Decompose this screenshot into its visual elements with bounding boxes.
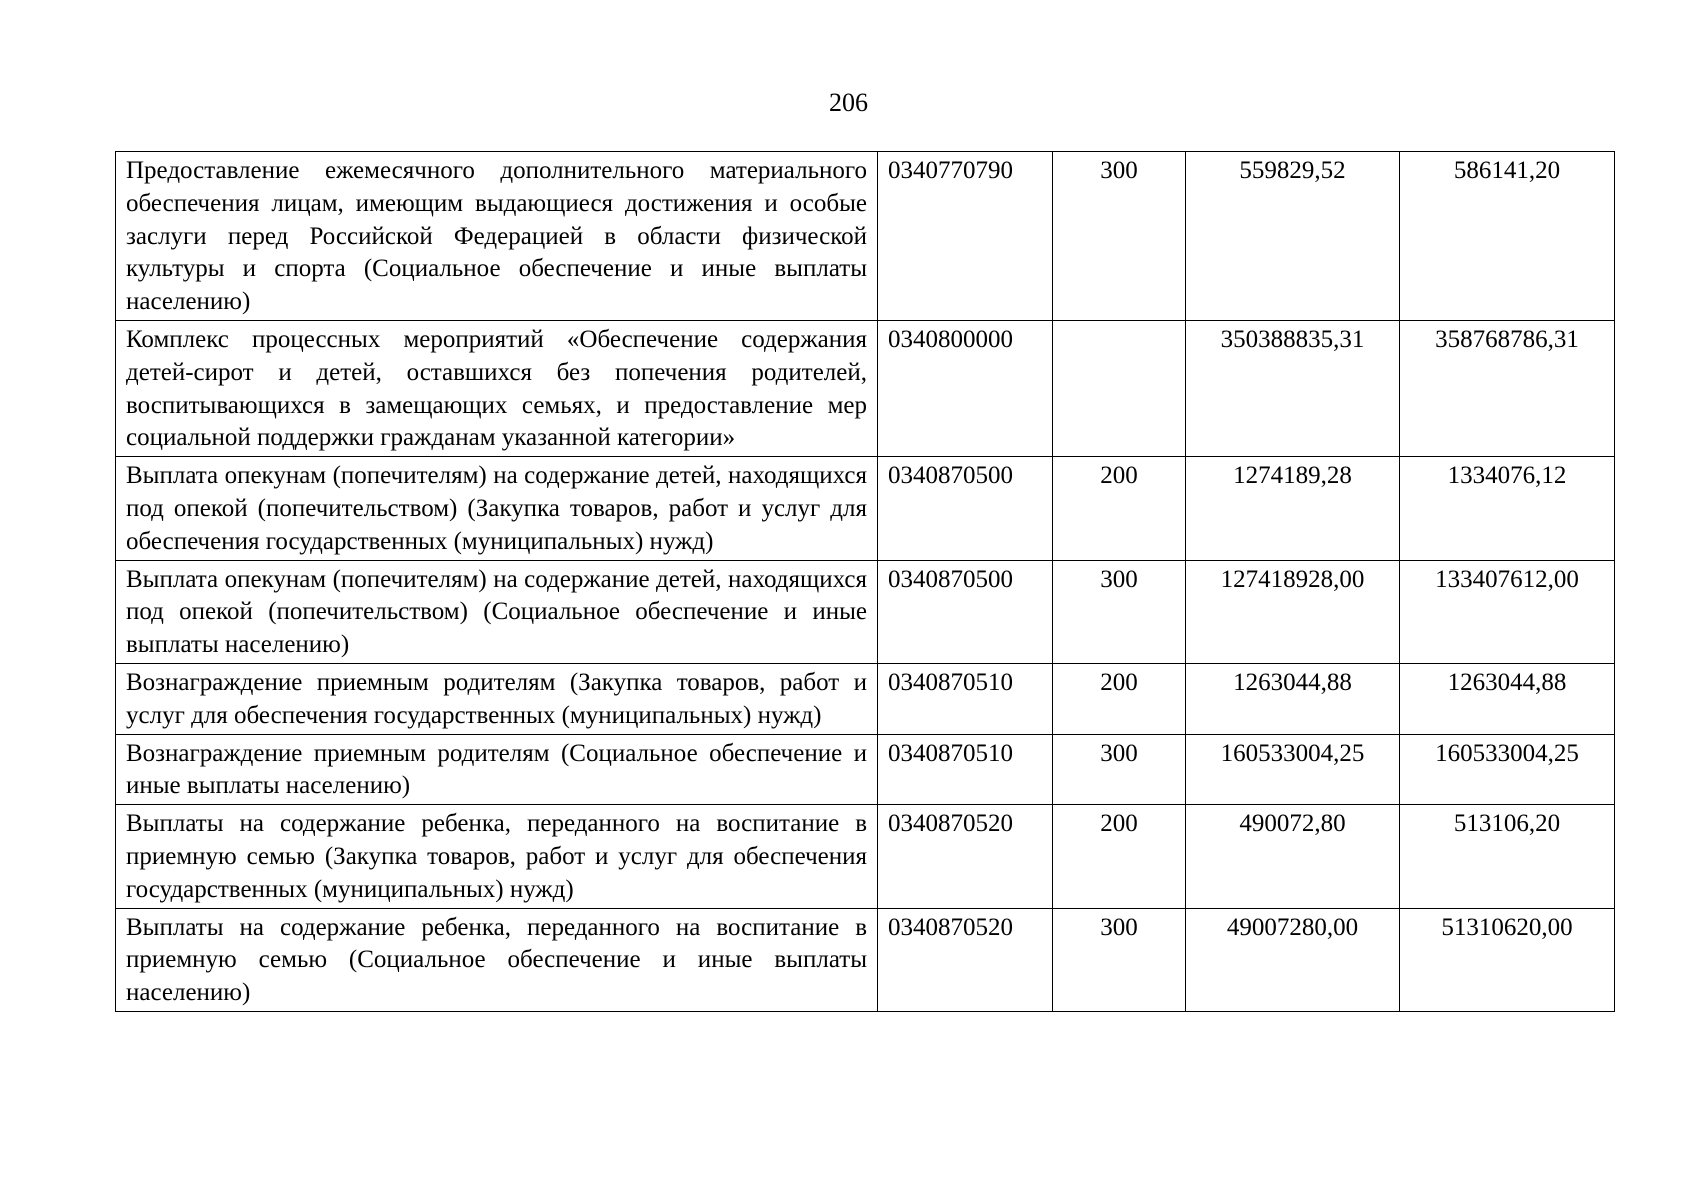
page-number: 206 — [829, 88, 868, 117]
table-row — [116, 734, 1615, 805]
row-amount-first: 1274189,28 — [1186, 457, 1400, 560]
row-expense-type: 300 — [1053, 908, 1186, 1011]
row-expense-type — [1053, 320, 1186, 456]
table-row — [116, 152, 1615, 321]
row-target-code: 0340870500 — [878, 560, 1053, 663]
row-target-code: 0340870510 — [878, 663, 1053, 734]
table-row — [116, 663, 1615, 734]
row-amount-first: 127418928,00 — [1186, 560, 1400, 663]
row-description: Вознаграждение приемным родителям (Социальное обеспечение и иные выплаты населению) — [116, 734, 878, 805]
row-target-code: 0340870510 — [878, 734, 1053, 805]
row-target-code: 0340870520 — [878, 805, 1053, 908]
table-row — [116, 320, 1615, 456]
row-amount-first: 350388835,31 — [1186, 320, 1400, 456]
row-amount-second: 586141,20 — [1400, 152, 1615, 321]
row-amount-first: 160533004,25 — [1186, 734, 1400, 805]
row-target-code: 0340800000 — [878, 320, 1053, 456]
row-expense-type: 300 — [1053, 560, 1186, 663]
budget-table — [115, 151, 1615, 1012]
row-target-code: 0340870520 — [878, 908, 1053, 1011]
row-amount-first: 1263044,88 — [1186, 663, 1400, 734]
row-expense-type: 200 — [1053, 457, 1186, 560]
row-expense-type: 300 — [1053, 734, 1186, 805]
row-description: Выплаты на содержание ребенка, переданного на воспитание в приемную семью (Социальное обеспечение и иные выплаты населению) — [116, 908, 878, 1011]
row-expense-type: 200 — [1053, 805, 1186, 908]
row-amount-second: 1263044,88 — [1400, 663, 1615, 734]
table-row — [116, 457, 1615, 560]
row-amount-second: 133407612,00 — [1400, 560, 1615, 663]
row-amount-first: 49007280,00 — [1186, 908, 1400, 1011]
row-amount-second: 358768786,31 — [1400, 320, 1615, 456]
table-row — [116, 560, 1615, 663]
row-description: Выплаты на содержание ребенка, переданного на воспитание в приемную семью (Закупка товаров, работ и услуг для обеспечения государственных (муниципальных) нужд) — [116, 805, 878, 908]
row-description: Выплата опекунам (попечителям) на содержание детей, находящихся под опекой (попечительством) (Социальное обеспечение и иные выплаты населению) — [116, 560, 878, 663]
row-expense-type: 300 — [1053, 152, 1186, 321]
table-row — [116, 908, 1615, 1011]
row-amount-second: 1334076,12 — [1400, 457, 1615, 560]
row-expense-type: 200 — [1053, 663, 1186, 734]
row-description: Комплекс процессных мероприятий «Обеспечение содержания детей-сирот и детей, оставшихся без попечения родителей, воспитывающихся в замещающих семьях, и предоставление мер социальной поддержки гражданам указанной категории» — [116, 320, 878, 456]
row-amount-second: 51310620,00 — [1400, 908, 1615, 1011]
row-description: Выплата опекунам (попечителям) на содержание детей, находящихся под опекой (попечительством) (Закупка товаров, работ и услуг для обеспечения государственных (муниципальных) нужд) — [116, 457, 878, 560]
row-target-code: 0340770790 — [878, 152, 1053, 321]
row-amount-first: 490072,80 — [1186, 805, 1400, 908]
row-amount-second: 513106,20 — [1400, 805, 1615, 908]
row-target-code: 0340870500 — [878, 457, 1053, 560]
table-row — [116, 805, 1615, 908]
row-description: Предоставление ежемесячного дополнительного материального обеспечения лицам, имеющим выдающиеся достижения и особые заслуги перед Российской Федерацией в области физической культуры и спорта (Социальное обеспечение и иные выплаты населению) — [116, 152, 878, 321]
row-amount-second: 160533004,25 — [1400, 734, 1615, 805]
row-amount-first: 559829,52 — [1186, 152, 1400, 321]
row-description: Вознаграждение приемным родителям (Закупка товаров, работ и услуг для обеспечения государственных (муниципальных) нужд) — [116, 663, 878, 734]
